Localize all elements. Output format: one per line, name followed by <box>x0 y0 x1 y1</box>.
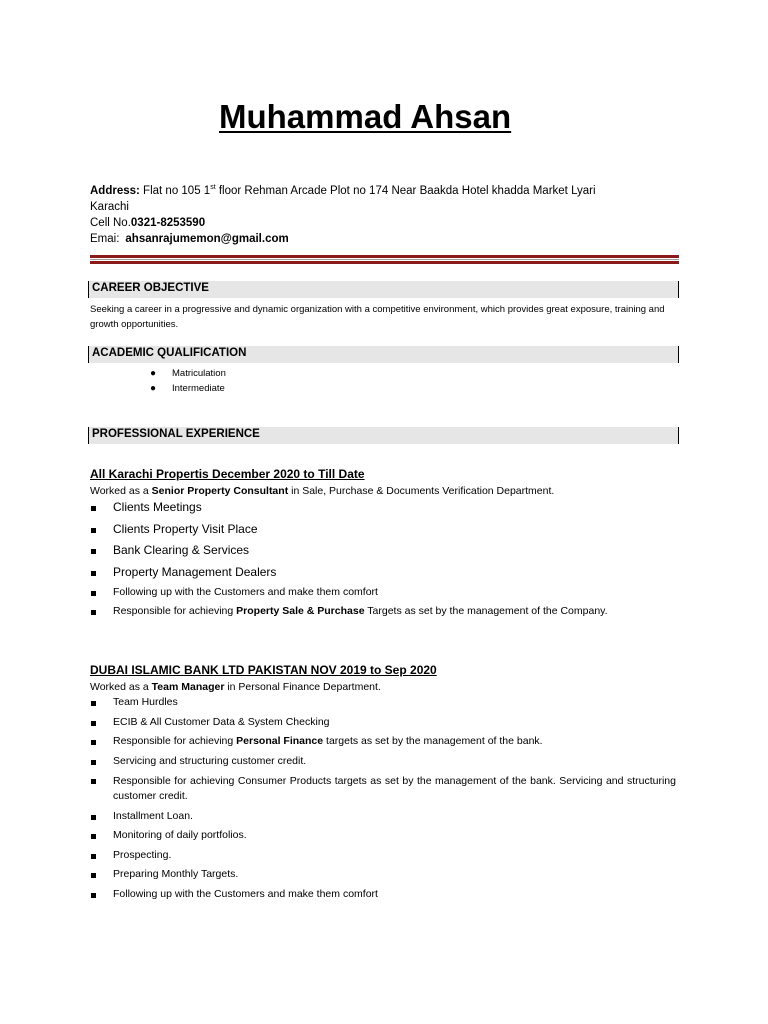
square-bullet-icon <box>91 779 96 784</box>
job-title-1: All Karachi Propertis December 2020 to Till Date <box>90 467 365 481</box>
career-objective-heading-text: CAREER OBJECTIVE <box>92 282 209 294</box>
bullet-text: Installment Loan. <box>113 810 193 822</box>
cell-value: 0321-8253590 <box>130 217 206 229</box>
square-bullet-icon <box>91 549 96 554</box>
bullet-prefix: Responsible for achieving <box>113 735 237 747</box>
address-label: Address: <box>90 185 140 197</box>
email-label: Emai: <box>90 233 120 245</box>
role-suffix: in Personal Finance Department. <box>224 681 381 693</box>
square-bullet-icon <box>91 610 96 615</box>
job-title-2: DUBAI ISLAMIC BANK LTD PAKISTAN NOV 2019 to Sep 2020 <box>90 663 437 677</box>
academic-heading-text: ACADEMIC QUALIFICATION <box>92 347 247 359</box>
square-bullet-icon <box>91 760 96 765</box>
square-bullet-icon <box>91 740 96 745</box>
bullet-prefix: Responsible for achieving <box>113 605 237 617</box>
bullet-text: Bank Clearing & Services <box>113 543 250 557</box>
square-bullet-icon <box>91 591 96 596</box>
academic-heading <box>88 346 679 363</box>
square-bullet-icon <box>91 834 96 839</box>
square-bullet-icon <box>91 815 96 820</box>
address-sup: st <box>210 184 216 192</box>
experience-heading-text: PROFESSIONAL EXPERIENCE <box>92 428 260 440</box>
address-line <box>90 183 596 199</box>
bullet-icon: ● <box>150 382 157 394</box>
address-part1: Flat no 105 1 <box>139 185 211 197</box>
job-role-1 <box>90 485 554 497</box>
square-bullet-icon <box>91 528 96 533</box>
role-title: Team Manager <box>151 681 225 693</box>
academic-list <box>150 367 226 396</box>
role-suffix: in Sale, Purchase & Documents Verification Department. <box>288 485 555 497</box>
list-item <box>150 382 226 397</box>
list-item <box>150 367 226 382</box>
bullet-text <box>113 605 676 617</box>
bullet-bold: Personal Finance <box>236 735 324 747</box>
career-objective-heading <box>88 281 679 298</box>
bullet-text: Responsible for achieving Consumer Products targets as set by the management of the bank. Servicing and structuring customer credit. <box>113 775 676 802</box>
career-objective-text: Seeking a career in a progressive and dynamic organization with a competitive environment, which provides great exposure, training and growth opportunities. <box>90 304 665 330</box>
square-bullet-icon <box>91 701 96 706</box>
header-rule-middle <box>90 259 679 260</box>
bullet-icon: ● <box>150 368 157 379</box>
square-bullet-icon <box>91 506 96 511</box>
square-bullet-icon <box>91 721 96 726</box>
academic-item-text: Intermediate <box>172 382 225 394</box>
bullet-suffix: targets as set by the management of the bank. <box>323 735 543 747</box>
email-line <box>90 231 596 247</box>
bullet-text: Property Management Dealers <box>113 565 277 579</box>
job-role-2 <box>90 681 381 693</box>
role-prefix: Worked as a <box>90 681 152 693</box>
bullet-text: Servicing and structuring customer credit. <box>113 755 307 767</box>
header-rule-top <box>90 255 679 258</box>
role-prefix: Worked as a <box>90 485 152 497</box>
experience-heading <box>88 427 679 444</box>
bullet-bold: Property Sale & Purchase <box>236 605 365 617</box>
bullet-suffix: Targets as set by the management of the Company. <box>364 605 608 617</box>
bullet-text: Following up with the Customers and make them comfort <box>113 586 378 598</box>
bullet-text: Clients Property Visit Place <box>113 522 258 536</box>
bullet-text <box>113 735 676 747</box>
cell-label: Cell No. <box>90 217 131 229</box>
role-title: Senior Property Consultant <box>151 485 289 497</box>
bullet-text: Preparing Monthly Targets. <box>113 868 239 880</box>
address-city: Karachi <box>90 201 129 213</box>
bullet-text: Team Hurdles <box>113 696 178 708</box>
bullet-text: Following up with the Customers and make them comfort <box>113 888 378 900</box>
square-bullet-icon <box>91 571 96 576</box>
email-value: ahsanrajumemon@gmail.com <box>125 233 289 245</box>
square-bullet-icon <box>91 854 96 859</box>
candidate-name: Muhammad Ahsan <box>219 98 512 135</box>
bullet-text: Clients Meetings <box>113 500 202 514</box>
bullet-text: Prospecting. <box>113 849 172 861</box>
header-rule-bottom <box>90 261 679 264</box>
square-bullet-icon <box>91 893 96 898</box>
academic-item-text: Matriculation <box>172 368 226 379</box>
contact-block <box>90 183 596 247</box>
address-part2: floor Rehman Arcade Plot no 174 Near Baakda Hotel khadda Market Lyari <box>215 185 596 197</box>
cell-line <box>90 215 596 231</box>
bullet-text: Monitoring of daily portfolios. <box>113 829 247 841</box>
square-bullet-icon <box>91 873 96 878</box>
bullet-text: ECIB & All Customer Data & System Checking <box>113 716 330 728</box>
